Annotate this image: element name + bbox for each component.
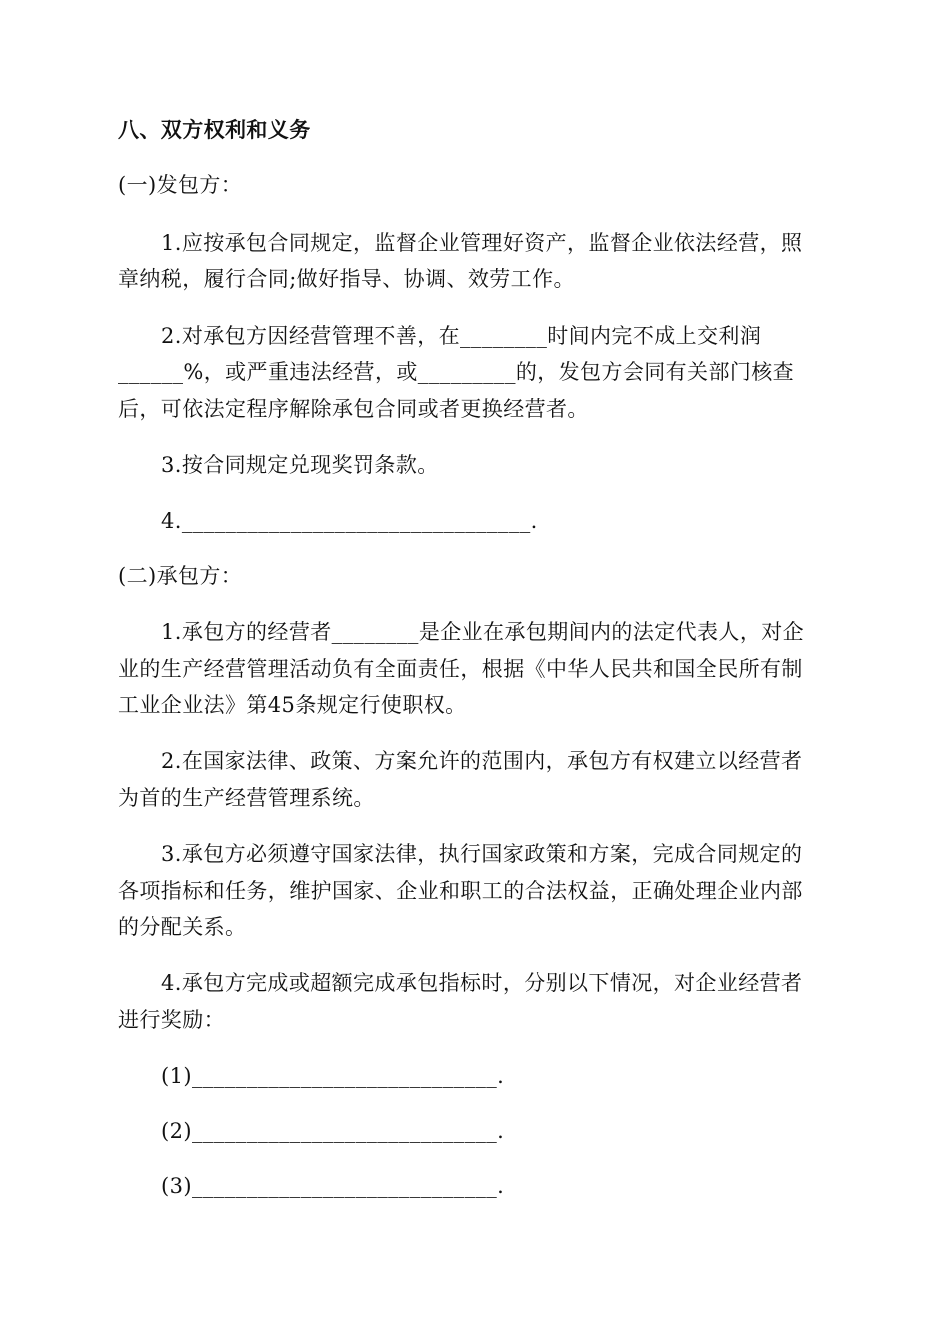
issuer-item-3-line-1: 3.按合同规定兑现奖罚条款。 (161, 453, 439, 477)
contractor-item-2-line-2: 为首的生产经营管理系统。 (118, 786, 375, 810)
issuer-item-2-line-3: 后，可依法定程序解除承包合同或者更换经营者。 (118, 397, 589, 421)
contractor-item-3-line-2: 各项指标和任务，维护国家、企业和职工的合法权益，正确处理企业内部 (118, 879, 803, 903)
contractor-item-2-line-1: 2.在国家法律、政策、方案允许的范围内，承包方有权建立以经营者 (161, 749, 803, 773)
section-title: 八、双方权利和义务 (118, 118, 311, 142)
issuer-item-2-line-2: ______%，或严重违法经营，或_________的，发包方会同有关部门核查 (118, 360, 795, 384)
contractor-heading: (二)承包方： (118, 564, 243, 588)
issuer-item-1-line-1: 1.应按承包合同规定，监督企业管理好资产，监督企业依法经营，照 (161, 231, 803, 255)
issuer-item-2-line-1: 2.对承包方因经营管理不善，在________时间内完不成上交利润 (161, 324, 762, 348)
issuer-item-4-line-1: 4.________________________________. (161, 509, 538, 533)
contractor-item-1-line-3: 工业企业法》第45条规定行使职权。 (118, 693, 467, 717)
contractor-item-3-line-1: 3.承包方必须遵守国家法律，执行国家政策和方案，完成合同规定的 (161, 842, 803, 866)
contractor-item-1-line-1: 1.承包方的经营者________是企业在承包期间内的法定代表人，对企 (161, 620, 805, 644)
reward-item-2: (2)____________________________. (161, 1119, 505, 1143)
issuer-heading: (一)发包方： (118, 173, 243, 197)
reward-item-1: (1)____________________________. (161, 1064, 505, 1088)
reward-item-3: (3)____________________________. (161, 1174, 505, 1198)
issuer-item-1-line-2: 章纳税，履行合同;做好指导、协调、效劳工作。 (118, 267, 575, 291)
contractor-item-4-line-1: 4.承包方完成或超额完成承包指标时，分别以下情况，对企业经营者 (161, 971, 803, 995)
contractor-item-3-line-3: 的分配关系。 (118, 915, 247, 939)
contractor-item-1-line-2: 业的生产经营管理活动负有全面责任，根据《中华人民共和国全民所有制 (118, 657, 803, 681)
contractor-item-4-line-2: 进行奖励： (118, 1008, 225, 1032)
